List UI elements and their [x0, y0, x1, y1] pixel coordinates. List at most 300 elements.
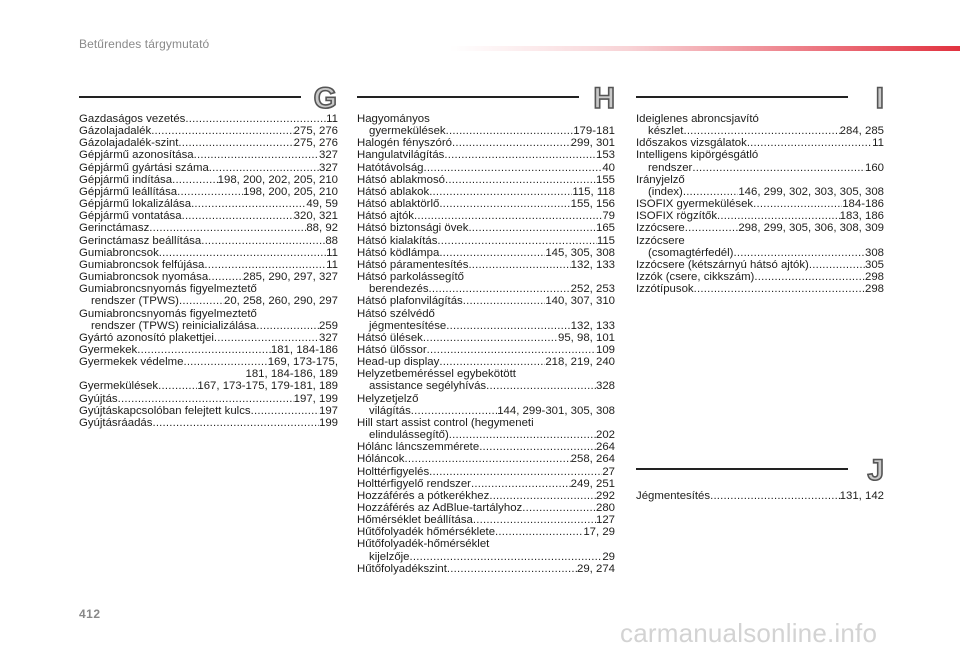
index-entry [357, 113, 615, 137]
index-entry [357, 308, 615, 332]
index-entry-pages: 327 [318, 149, 338, 162]
leader-dots [429, 466, 602, 478]
index-entry [636, 149, 884, 173]
index-entry-name: Jégmentesítés [636, 490, 711, 502]
index-entry-pages: 29, 274 [576, 562, 615, 575]
page-header-title: Betűrendes tárgymutató [79, 37, 210, 51]
index-entry-line [357, 295, 615, 307]
leader-dots [685, 222, 739, 234]
index-entry-name: világítás [369, 404, 411, 417]
index-entry-line [357, 174, 615, 186]
index-entry-name: (index) [648, 185, 683, 198]
leader-dots [437, 235, 596, 247]
leader-dots [683, 125, 839, 137]
index-entry [636, 113, 884, 137]
index-entry-pages: 40 [602, 161, 615, 174]
index-entry-line [79, 198, 338, 210]
leader-dots [468, 222, 596, 234]
index-entry [636, 174, 884, 198]
leader-dots [183, 356, 267, 368]
leader-dots [152, 417, 319, 429]
index-entry-name: Hátsó páramentesítés [357, 258, 469, 271]
index-entry-heading: Hátsó szélvédő [357, 307, 435, 320]
index-entry [79, 259, 338, 271]
leader-dots [204, 259, 326, 271]
leader-dots [423, 332, 558, 344]
index-entry-pages: 259 [318, 319, 338, 332]
leader-dots [694, 283, 865, 295]
index-entry-line [636, 490, 884, 502]
index-entry-pages: 327 [318, 331, 338, 344]
index-entry-name: Gerinctámasz beállítása [79, 234, 202, 247]
index-entry-pages: 197 [318, 404, 338, 417]
leader-dots [424, 162, 603, 174]
index-entry-pages: 252, 253 [570, 283, 615, 296]
index-entry-pages: 183, 186 [839, 210, 884, 223]
index-entry-name: Gépjármű gyártási száma [79, 161, 209, 174]
index-entry [79, 235, 338, 247]
index-entry [357, 466, 615, 478]
index-entry-name: Gyermekek védelme [79, 356, 184, 369]
leader-dots [710, 490, 840, 502]
index-entry-pages: 155, 156 [570, 198, 615, 211]
leader-dots [118, 393, 294, 405]
index-entry-heading: Izzócsere [636, 234, 685, 247]
index-entry-heading: Irányjelző [636, 173, 685, 186]
section-divider [636, 468, 848, 470]
index-entry-pages: 88 [325, 234, 338, 247]
index-entry-name: Hozzáférés az AdBlue-tartályhoz [357, 502, 523, 514]
index-entry-name: Hozzáférés a pótkerékhez [357, 489, 490, 502]
index-entry-pages: 305 [864, 258, 884, 271]
index-entry-line [357, 356, 615, 368]
index-entry-pages: 198, 200, 205, 210 [242, 185, 338, 198]
index-entry-pages: 202 [595, 429, 615, 442]
section-divider [79, 96, 301, 98]
index-entry-line [79, 320, 338, 332]
index-entry [636, 490, 884, 502]
index-entry-line [79, 113, 338, 125]
index-entry-line [357, 490, 615, 502]
index-entry [357, 368, 615, 392]
index-entry-pages: 284, 285 [839, 125, 884, 138]
section-divider [636, 96, 848, 98]
index-entry-line [357, 198, 615, 210]
index-entry-line [357, 149, 615, 161]
section-divider [357, 96, 579, 98]
index-entry-pages: 320, 321 [293, 210, 338, 223]
leader-dots [411, 405, 497, 417]
index-entry-pages: 132, 133 [570, 319, 615, 332]
index-entry-line [636, 186, 884, 198]
watermark: carmanualsonline.info [620, 618, 878, 648]
index-entry-name: Gumiabroncsok felfújása [79, 258, 205, 271]
index-entry-line [357, 235, 615, 247]
index-entry-line [357, 514, 615, 526]
index-column-j [636, 490, 884, 502]
index-entry [357, 344, 615, 356]
index-entry-pages: 258, 264 [570, 453, 615, 466]
index-column-h [357, 113, 615, 575]
index-entry-line [79, 149, 338, 161]
index-entry-pages: 308 [864, 246, 884, 259]
index-entry-pages: 298 [864, 271, 884, 284]
index-entry-pages: 197, 199 [293, 392, 338, 405]
index-entry-line [79, 295, 338, 307]
index-entry [357, 563, 615, 575]
index-column-i [636, 113, 884, 295]
index-entry-pages: 198, 200, 202, 205, 210 [217, 173, 338, 186]
index-entry [79, 247, 338, 259]
leader-dots [747, 137, 872, 149]
index-entry-name: Hóláncok [357, 453, 405, 466]
index-entry-pages: 146, 299, 302, 303, 305, 308 [738, 185, 884, 198]
index-entry-line [79, 344, 338, 356]
index-entry [636, 235, 884, 259]
index-entry [636, 259, 884, 271]
index-entry-name: Head-up display [357, 356, 440, 369]
index-entry-pages: 298, 299, 305, 306, 308, 309 [738, 222, 884, 235]
index-entry-name: Hátsó ajtók [357, 210, 414, 223]
leader-dots [179, 295, 224, 307]
index-entry-pages: 79 [602, 210, 615, 223]
leader-dots [151, 125, 293, 137]
index-entry-pages: 292 [595, 489, 615, 502]
leader-dots [733, 247, 865, 259]
index-entry-pages: 145, 305, 308 [545, 246, 615, 259]
index-entry [357, 478, 615, 490]
index-entry-line [357, 344, 615, 356]
leader-dots [447, 563, 577, 575]
index-entry-pages: 160 [864, 161, 884, 174]
index-entry-name: Gázolajadalék [79, 125, 152, 138]
index-entry-name: rendszer [648, 161, 693, 174]
index-entry-heading: Helyzetjelző [357, 392, 419, 405]
leader-dots [185, 113, 326, 125]
index-entry-pages: 49, 59 [306, 198, 338, 211]
index-entry-line [636, 247, 884, 259]
leader-dots [683, 186, 738, 198]
index-entry-line [79, 417, 338, 429]
index-entry [79, 210, 338, 222]
index-entry [357, 235, 615, 247]
index-entry-pages: 11 [326, 246, 338, 259]
index-entry [357, 332, 615, 344]
leader-dots [754, 271, 865, 283]
index-entry-pages: 20, 258, 260, 290, 297 [223, 295, 338, 308]
index-entry [357, 502, 615, 514]
index-entry [79, 137, 338, 149]
index-entry-pages: 155 [595, 173, 615, 186]
index-entry-pages: 127 [595, 514, 615, 527]
index-entry-pages: 11 [326, 113, 338, 125]
index-entry-pages: 140, 307, 310 [545, 295, 615, 308]
index-entry-line [357, 563, 615, 575]
index-entry-pages: 285, 290, 297, 327 [242, 271, 338, 284]
index-entry-line [79, 259, 338, 271]
index-entry-line [357, 222, 615, 234]
leader-dots [446, 320, 570, 332]
leader-dots [495, 526, 583, 538]
index-entry [79, 308, 338, 332]
leader-dots [137, 344, 271, 356]
index-entry-name: Időszakos vizsgálatok [636, 137, 747, 150]
index-entry-name: Gépjármű indítása [79, 173, 173, 186]
page-number: 412 [79, 607, 101, 621]
index-entry-pages: 181, 184-186 [270, 343, 338, 356]
leader-dots [201, 235, 325, 247]
index-entry-heading: Hill start assist control (hegymeneti [357, 416, 534, 429]
section-letter: J [867, 454, 884, 487]
index-entry-name: Gumiabroncsok nyomása [79, 271, 209, 284]
section-letter: G [313, 82, 337, 115]
index-entry [636, 210, 884, 222]
index-entry-line [636, 198, 884, 210]
leader-dots [522, 502, 596, 514]
index-entry-heading: Hátsó parkolássegítő [357, 271, 465, 284]
index-entry-name: Hűtőfolyadék hőmérséklete [357, 526, 496, 539]
index-entry-line [636, 283, 884, 295]
header-accent-bar [450, 46, 960, 51]
index-entry-pages: 264 [595, 441, 615, 454]
leader-dots [158, 380, 197, 392]
index-entry-heading: Gumiabroncsnyomás figyelmeztető [79, 307, 257, 320]
index-entry-name: Hátsó ablakok [357, 185, 430, 198]
index-entry [357, 162, 615, 174]
index-entry-line [636, 125, 884, 137]
index-entry-line [79, 332, 338, 344]
index-entry-line [79, 162, 338, 174]
index-entry-pages: 218, 219, 240 [545, 356, 615, 369]
index-entry-heading: Hűtőfolyadék-hőmérséklet [357, 538, 490, 551]
index-entry-line [79, 356, 338, 368]
index-entry-line [636, 137, 884, 149]
leader-dots [208, 271, 243, 283]
index-entry [79, 332, 338, 344]
index-entry [357, 174, 615, 186]
leader-dots [449, 429, 596, 441]
index-entry-line [357, 429, 615, 441]
index-entry-pages: 275, 276 [293, 137, 338, 150]
index-entry [357, 247, 615, 259]
leader-dots [214, 332, 319, 344]
index-entry [357, 198, 615, 210]
index-entry-pages: 17, 29 [583, 526, 615, 539]
index-entry-pages: 199 [318, 416, 338, 429]
index-entry-name: Gazdaságos vezetés [79, 113, 186, 125]
index-entry-line [79, 405, 338, 417]
index-entry [357, 526, 615, 538]
index-entry [357, 393, 615, 417]
leader-dots [452, 137, 571, 149]
index-entry [79, 149, 338, 161]
index-entry-heading: Helyzetbeméréssel egybekötött [357, 368, 516, 381]
leader-dots [446, 125, 574, 137]
index-entry [636, 222, 884, 234]
index-entry-name: Hólánc láncszemmérete [357, 441, 480, 454]
index-entry-pages: 298 [864, 283, 884, 296]
index-entry-name: Hátsó plafonvilágítás [357, 295, 463, 308]
index-entry-line [636, 259, 884, 271]
index-entry-line [357, 247, 615, 259]
index-entry [357, 222, 615, 234]
leader-dots [479, 441, 596, 453]
index-entry-name: Holttérfigyelő rendszer [357, 477, 471, 490]
index-entry-line [79, 137, 338, 149]
index-entry [79, 393, 338, 405]
leader-dots [414, 210, 602, 222]
index-entry-line [636, 271, 884, 283]
index-entry-line [357, 283, 615, 295]
index-entry-name: Gyártó azonosító plakettjei [79, 331, 214, 344]
leader-dots [444, 149, 596, 161]
index-entry [357, 441, 615, 453]
index-entry-pages: 280 [595, 502, 615, 514]
index-entry-line [357, 526, 615, 538]
index-entry-name: Izzótípusok [636, 283, 694, 296]
index-entry-pages: 184-186 [842, 198, 884, 211]
index-entry-line [79, 393, 338, 405]
index-entry-line [357, 210, 615, 222]
leader-dots [445, 174, 596, 186]
index-entry-line [357, 186, 615, 198]
index-entry-name: Gyermekek [79, 343, 138, 356]
index-entry [79, 198, 338, 210]
index-entry-name: jégmentesítése [369, 319, 447, 332]
index-entry-pages: 249, 251 [570, 477, 615, 490]
index-entry-line [79, 174, 338, 186]
index-entry-heading: Ideiglenes abroncsjavító [636, 113, 759, 125]
index-entry-pages: 132, 133 [570, 258, 615, 271]
index-entry-line [79, 125, 338, 137]
leader-dots [178, 137, 293, 149]
index-entry-name: Hatótávolság [357, 161, 424, 174]
leader-dots [410, 551, 603, 563]
index-entry-heading: Gumiabroncsnyomás figyelmeztető [79, 283, 257, 296]
section-letter: H [593, 82, 615, 115]
index-entry-pages: 275, 276 [293, 125, 338, 138]
index-entry [79, 174, 338, 186]
index-entry-line [357, 125, 615, 137]
index-entry-line [79, 235, 338, 247]
index-entry-line [357, 259, 615, 271]
index-entry-name: Hőmérséklet beállítása [357, 514, 473, 527]
index-entry-name: Gépjármű azonosítása [79, 149, 194, 162]
index-entry [357, 149, 615, 161]
index-entry-name: ISOFIX gyermekülések [636, 198, 754, 211]
index-entry-name: Gépjármű vontatása [79, 210, 182, 223]
leader-dots [439, 247, 545, 259]
index-entry-name: Hátsó ablakmosó [357, 173, 446, 186]
index-entry [357, 295, 615, 307]
index-entry [636, 271, 884, 283]
index-entry-line [636, 162, 884, 174]
section-heading-j [636, 454, 884, 490]
index-entry-pages: 165 [595, 222, 615, 235]
index-entry-pages: 115 [596, 234, 615, 247]
index-entry-name: Holttérfigyelés [357, 465, 430, 478]
leader-dots [439, 356, 545, 368]
index-entry [79, 417, 338, 429]
index-entry-line [357, 137, 615, 149]
index-entry-line [357, 441, 615, 453]
index-entry [357, 514, 615, 526]
index-entry [79, 186, 338, 198]
index-entry [636, 283, 884, 295]
index-entry-line [79, 186, 338, 198]
index-entry [79, 356, 338, 380]
leader-dots [251, 405, 319, 417]
index-entry-pages: 29 [602, 550, 615, 563]
index-entry-name: Gyújtásráadás [79, 416, 153, 429]
index-entry-name: Gumiabroncsok [79, 246, 159, 259]
leader-dots [209, 162, 319, 174]
index-entry-name: ISOFIX rögzítők [636, 210, 718, 223]
leader-dots [159, 247, 326, 259]
leader-dots [172, 174, 218, 186]
leader-dots [149, 222, 306, 234]
index-entry-name: assistance segélyhívás [369, 380, 487, 393]
index-entry [357, 453, 615, 465]
leader-dots [486, 380, 596, 392]
index-entry-name: Hátsó ülések [357, 331, 423, 344]
index-entry-name: Gépjármű leállítása [79, 185, 178, 198]
index-entry [79, 283, 338, 307]
index-entry-name: Hátsó ülőssor [357, 343, 427, 356]
index-entry-name: gyermekülések [369, 125, 446, 138]
index-entry-name: Izzók (csere, cikkszám) [636, 271, 755, 284]
leader-dots [717, 210, 840, 222]
index-entry-name: Izzócsere [636, 222, 685, 235]
leader-dots [256, 320, 319, 332]
index-entry-pages: 115, 118 [572, 185, 615, 198]
leader-dots [473, 514, 596, 526]
index-entry-name: Gépjármű lokalizálása [79, 198, 192, 211]
leader-dots [429, 186, 572, 198]
index-entry [636, 198, 884, 210]
index-entry-pages: 169, 173-175, [267, 356, 338, 369]
index-entry [357, 356, 615, 368]
index-entry-name: (csomagtérfedél) [648, 246, 734, 259]
index-entry-name: Gyújtás [79, 392, 118, 405]
index-entry-pages: 109 [595, 343, 615, 356]
index-entry [636, 137, 884, 149]
index-entry-name: rendszer (TPWS) [91, 295, 179, 308]
index-entry-line [79, 380, 338, 392]
index-entry-heading: Hagyományos [357, 113, 430, 125]
index-entry [79, 162, 338, 174]
index-entry-line [357, 162, 615, 174]
index-entry-line [79, 247, 338, 259]
index-entry-name: Gerinctámasz [79, 222, 150, 235]
index-entry-line [79, 271, 338, 283]
leader-dots [182, 210, 294, 222]
index-entry [79, 271, 338, 283]
index-entry-line [357, 320, 615, 332]
index-entry-line [357, 332, 615, 344]
index-entry-line [357, 478, 615, 490]
index-entry [357, 490, 615, 502]
leader-dots [405, 453, 571, 465]
index-entry [357, 186, 615, 198]
index-entry-name: Hangulatvilágítás [357, 149, 445, 162]
index-entry-line [79, 222, 338, 234]
index-entry-line [357, 405, 615, 417]
index-entry [79, 380, 338, 392]
index-entry-name: Hűtőfolyadékszint [357, 562, 447, 575]
index-column-g [79, 113, 338, 429]
leader-dots [489, 490, 596, 502]
